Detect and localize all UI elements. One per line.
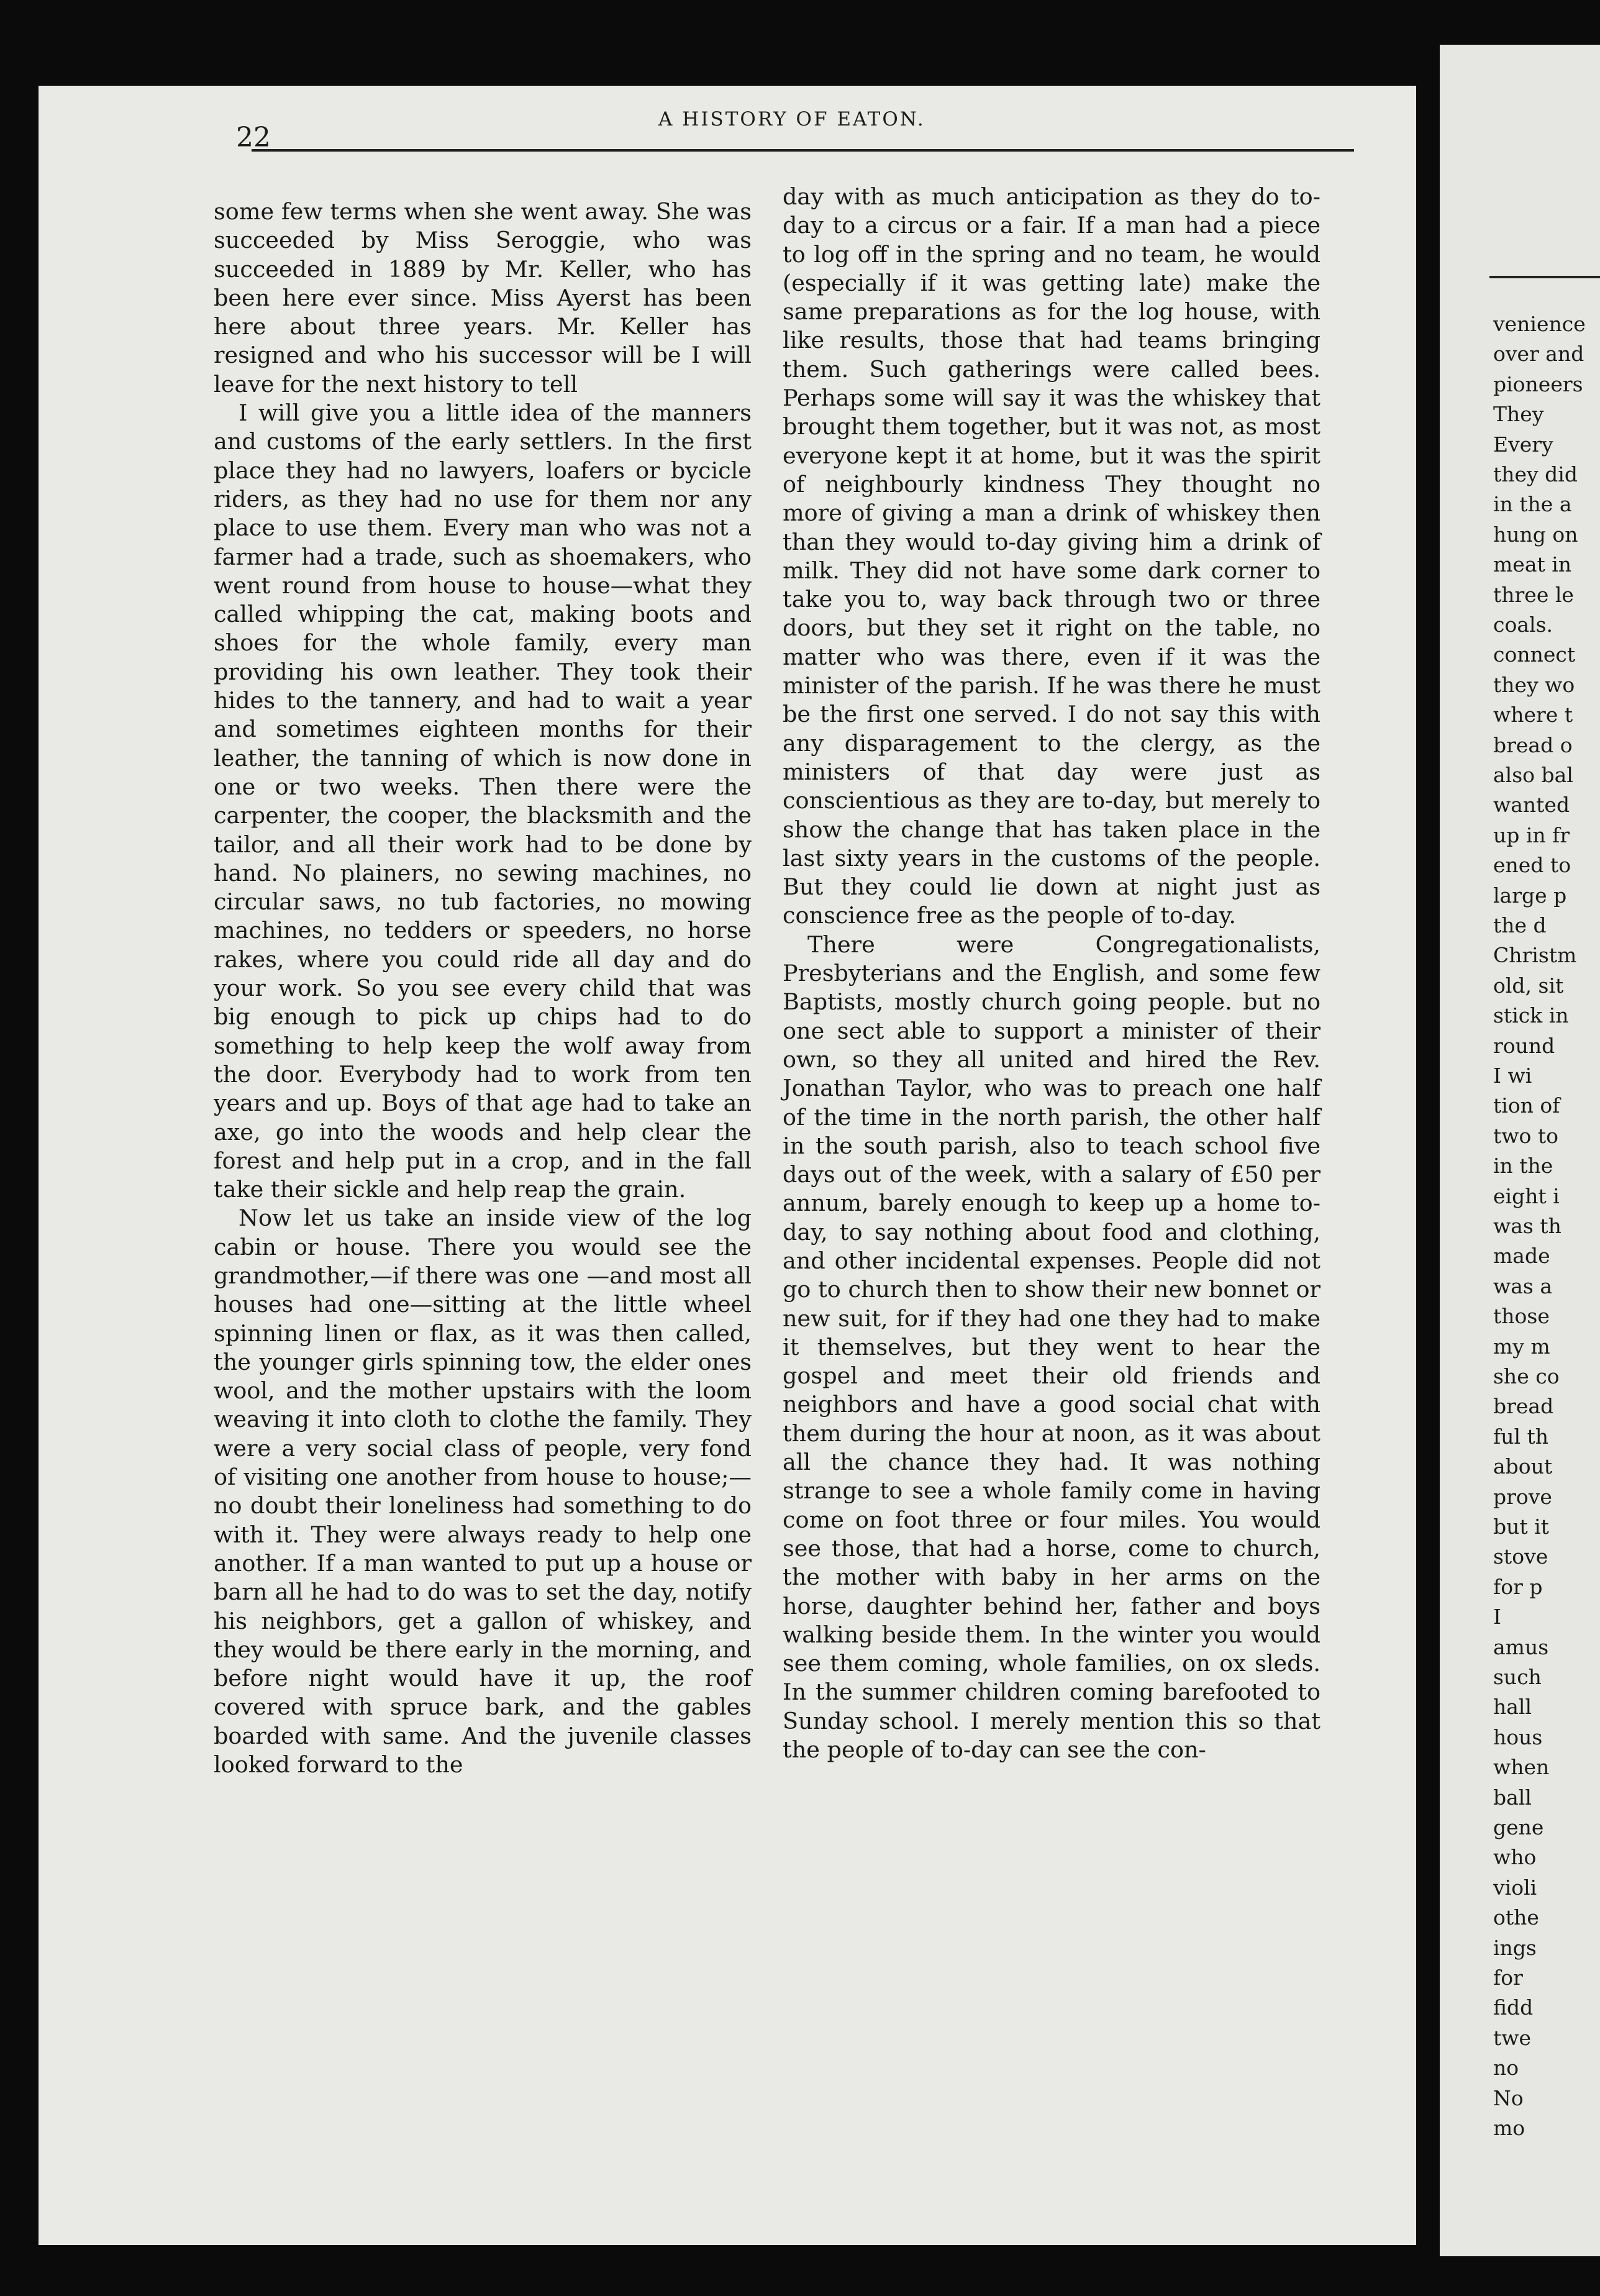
- facing-page-fragment: ened to: [1493, 853, 1571, 878]
- facing-page-fragment: for p: [1493, 1574, 1543, 1599]
- facing-page-fragment: old, sit: [1493, 973, 1564, 998]
- facing-page-fragment: tion of: [1493, 1093, 1560, 1118]
- paragraph: Now let us take an inside view of the log cabin or house. There you would see the grandmother,—if there was one —and most all houses had one—sitting at the little wheel spinning linen or flax, as it was then called, the younger girls spinning tow, the elder ones wool, and the mother upstairs with the loom weaving it into cloth to clothe the family. They were a very social class of people, very fond of visiting one another from house to house;—no doubt their loneliness had something to do with it. They were always ready to help one another. If a man wanted to put up a house or barn all he had to do was to set the day, notify his neighbors, get a gallon of whiskey, and they would be there early in the morning, and before night would have it up, the roof covered with spruce bark, and the gables boarded with same. And the juvenile classes looked forward to the: [214, 1205, 752, 1779]
- facing-page-fragment: wanted: [1493, 793, 1570, 818]
- facing-page-fragment: fidd: [1493, 1995, 1534, 2020]
- paragraph: There were Congregationalists, Presbyterians and the English, and some few Baptists, mostly church going people. but no one sect able to support a minister of their own, so they all united and hired the Rev. Jonathan Taylor, who was to preach one half of the time in the north parish, the other half in the south parish, also to teach school five days out of the week, with a salary of £50 per annum, barely enough to keep up a home to-day, to say nothing about food and clothing, and other incidental expenses. People did not go to church then to show their new bonnet or new suit, for if they had one they had to make it themselves, but they went to hear the gospel and meet their old friends and neighbors and have a good social chat with them during the hour at noon, as it was about all the chance they had. It was nothing strange to see a whole family come in having come on foot three or four miles. You would see those, that had a horse, come to church, the mother with baby in her arms on the horse, daughter behind her, father and boys walking beside them. In the winter you would see them coming, whole families, on ox sleds. In the summer children coming barefooted to Sunday school. I merely mention this so that the people of to-day can see the con-: [783, 931, 1320, 1764]
- facing-page-fragment: ings: [1493, 1935, 1537, 1960]
- facing-page-fragment: in the a: [1493, 492, 1572, 517]
- facing-page-fragment: violi: [1493, 1875, 1537, 1900]
- facing-page-fragment: hous: [1493, 1724, 1543, 1749]
- facing-page-fragment: she co: [1493, 1364, 1560, 1388]
- facing-page-fragment: round: [1493, 1033, 1555, 1058]
- facing-page-fragment: in the: [1493, 1154, 1553, 1178]
- facing-page-fragment: my m: [1493, 1334, 1550, 1359]
- right-column: [783, 183, 1320, 1764]
- facing-page-fragment: ball: [1493, 1785, 1532, 1810]
- facing-page-fragment: connect: [1493, 642, 1576, 667]
- facing-page-fragment: about: [1493, 1454, 1553, 1479]
- facing-page-fragment: bread o: [1493, 732, 1573, 757]
- facing-page-fragment: two to: [1493, 1123, 1558, 1148]
- facing-page-fragment: who: [1493, 1845, 1537, 1870]
- facing-page-edge: [1440, 45, 1600, 2256]
- facing-page-fragment: they wo: [1493, 672, 1575, 697]
- facing-page-fragment: no: [1493, 2056, 1519, 2080]
- facing-page-fragment: I: [1493, 1605, 1502, 1629]
- facing-page-fragment: pioneers: [1493, 371, 1583, 396]
- facing-page-fragment: was a: [1493, 1273, 1553, 1298]
- facing-page-fragment: was th: [1493, 1214, 1561, 1238]
- facing-page-fragment: twe: [1493, 2025, 1532, 2050]
- facing-page-fragment: they did: [1493, 462, 1578, 486]
- facing-page-fragment: large p: [1493, 883, 1567, 908]
- facing-page-fragment: othe: [1493, 1905, 1539, 1930]
- facing-page-fragment: three le: [1493, 582, 1574, 607]
- paragraph: some few terms when she went away. She was succeeded by Miss Seroggie, who was succeeded in 1889 by Mr. Keller, who has been here ever since. Miss Ayerst has been here about three years. Mr. Keller has resigned and who his successor will be I will leave for the next history to tell: [214, 198, 752, 398]
- facing-page-fragment: up in fr: [1493, 822, 1570, 847]
- facing-page-fragment: stick in: [1493, 1003, 1569, 1028]
- page-number: 22: [236, 122, 271, 153]
- facing-page-fragment: when: [1493, 1755, 1550, 1780]
- facing-page-fragment: amus: [1493, 1634, 1549, 1659]
- facing-page-fragment: also bal: [1493, 763, 1573, 787]
- facing-page-fragment: made: [1493, 1244, 1550, 1269]
- paragraph: day with as much anticipation as they do to-day to a circus or a fair. If a man had a piece to log off in the spring and no team, he would (especially if it was getting late) make the same preparations as for the log house, with like results, those that had teams bringing them. Such gatherings were called bees. Perhaps some will say it was the whiskey that brought them together, but it was not, as most everyone kept it at home, but it was the spirit of neighbourly kindness They thought no more of giving a man a drink of whiskey then than they would to-day giving him a drink of milk. They did not have some dark corner to take you to, way back through two or three doors, but they set it right on the table, no matter who was there, even if it was the minister of the parish. If he was there he must be the first one served. I do not say this with any disparagement to the clergy, as the ministers of that day were just as conscientious as they are to-day, but merely to show the change that has taken place in the last sixty years in the customs of the people. But they could lie down at night just as conscience free as the people of to-day.: [783, 183, 1320, 929]
- facing-page-fragment: for: [1493, 1966, 1523, 1990]
- facing-page-fragment: They: [1493, 402, 1544, 427]
- facing-page-fragment: but it: [1493, 1515, 1549, 1539]
- facing-page-fragment: hung on: [1493, 522, 1578, 547]
- facing-page-fragment: bread: [1493, 1394, 1554, 1419]
- facing-page-fragment: Christm: [1493, 943, 1577, 968]
- facing-page-fragment: coals.: [1493, 613, 1553, 637]
- facing-page-fragment: Every: [1493, 432, 1553, 457]
- facing-page-fragment: prove: [1493, 1484, 1552, 1509]
- facing-page-fragment: where t: [1493, 703, 1573, 727]
- paragraph: I will give you a little idea of the manners and customs of the early settlers. In the first place they had no lawyers, loafers or bycicle riders, as they had no use for them nor any place to use them. Every man who was not a farmer had a trade, such as shoemakers, who went round from house to house—what they called whipping the cat, making boots and shoes for the whole family, every man providing his own leather. They took their hides to the tannery, and had to wait a year and sometimes eighteen months for their leather, the tanning of which is now done in one or two weeks. Then there were the carpenter, the cooper, the blacksmith and the tailor, and all their work had to be done by hand. No plainers, no sewing machines, no circular saws, no tub factories, no mowing machines, no tedders or speeders, no horse rakes, where you could ride all day and do your work. So you see every child that was big enough to pick up chips had to do something to help keep the wolf away from the door. Everybody had to work from ten years and up. Boys of that age had to take an axe, go into the woods and help clear the forest and help put in a crop, and in the fall take their sickle and help reap the grain.: [214, 399, 752, 1203]
- facing-page-fragment: No: [1493, 2085, 1524, 2110]
- header-rule: [252, 149, 1354, 152]
- facing-page-fragment: those: [1493, 1304, 1550, 1329]
- facing-page-fragment: over and: [1493, 342, 1584, 367]
- facing-page-fragment: eight i: [1493, 1183, 1560, 1208]
- facing-page-fragment: I wi: [1493, 1064, 1532, 1088]
- facing-page-fragment: the d: [1493, 913, 1547, 937]
- left-column: [214, 198, 752, 1779]
- facing-page-fragment: ful th: [1493, 1424, 1549, 1449]
- facing-page-fragment: stove: [1493, 1544, 1548, 1569]
- facing-page-fragment: hall: [1493, 1695, 1532, 1720]
- facing-page-fragment: gene: [1493, 1815, 1544, 1839]
- facing-page-fragment: venience: [1493, 312, 1586, 336]
- running-title: A HISTORY OF EATON.: [658, 108, 925, 130]
- facing-page-fragment: such: [1493, 1665, 1542, 1689]
- facing-page-fragment: mo: [1493, 2116, 1525, 2140]
- facing-page-rule: [1489, 276, 1600, 278]
- facing-page-fragment: meat in: [1493, 552, 1572, 577]
